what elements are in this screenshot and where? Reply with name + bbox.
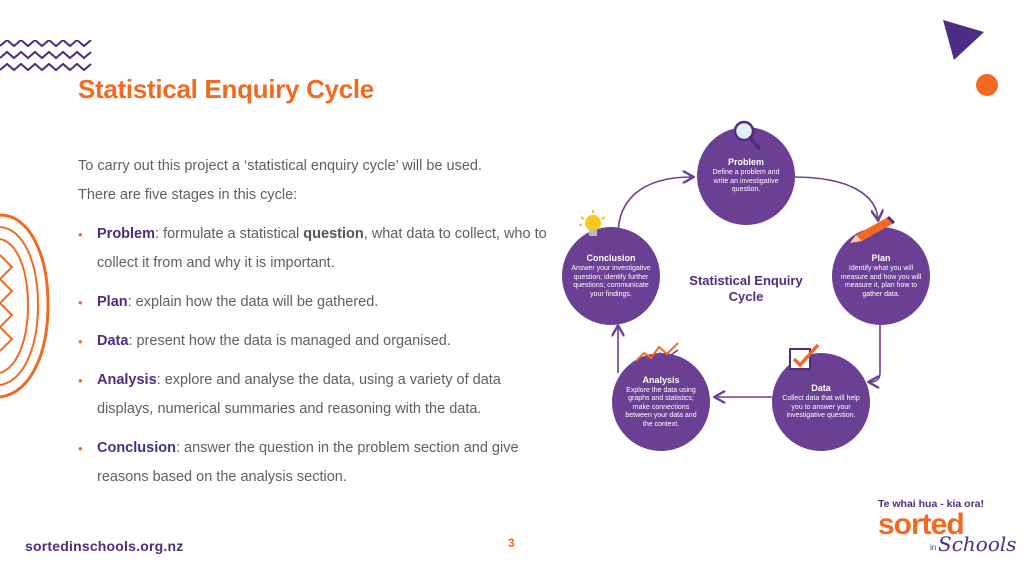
enquiry-cycle-diagram — [550, 115, 950, 460]
logo-tagline: Te whai hua - kia ora! — [878, 498, 984, 510]
stage-item-problem — [78, 220, 548, 278]
bullet-dot: • — [78, 441, 83, 456]
koru-pattern-decoration — [0, 205, 60, 405]
slide-title: Statistical Enquiry Cycle — [78, 74, 374, 104]
logo-wordmark: sorted — [878, 508, 964, 541]
stage-item-plan — [78, 288, 548, 317]
node-analysis — [612, 353, 710, 451]
bullet-dot: • — [78, 227, 83, 242]
node-description: Answer your investigative question; identify further questions; communicate your findings. — [571, 265, 651, 298]
checkbox-icon — [788, 343, 822, 373]
page-number: 3 — [508, 536, 515, 550]
stage-item-analysis — [78, 366, 548, 424]
node-conclusion — [562, 227, 660, 325]
arrow-problem-to-plan — [793, 177, 878, 219]
triangle-decoration — [940, 18, 986, 62]
sorted-in-schools-logo — [876, 496, 1017, 560]
node-description: Collect data that will help you to answer your investigative question. — [782, 395, 860, 420]
footer-url[interactable]: sortedinschools.org.nz — [25, 538, 184, 554]
diagram-center-label — [672, 273, 820, 305]
center-label-line-1: Statistical Enquiry — [689, 273, 803, 288]
zigzag-decoration — [0, 40, 92, 76]
node-title: Problem — [727, 157, 764, 168]
pencil-icon — [848, 215, 896, 245]
stage-term: Plan — [97, 294, 128, 310]
magnifier-icon — [732, 119, 762, 151]
node-title: Analysis — [642, 374, 680, 385]
stage-term: Analysis — [97, 372, 157, 388]
arrow-conclusion-to-problem — [618, 177, 692, 235]
stage-text: : explore and analyse the data, using a variety of data displays, numerical summaries and reasoning with the data. — [97, 372, 501, 417]
line-graph-icon — [634, 341, 680, 365]
stage-term: Problem — [97, 226, 156, 242]
node-description: Identify what you will measure and how you will measure it, plan how to gather data. — [840, 265, 922, 298]
logo-schools: Schools — [938, 532, 1017, 556]
bullet-dot: • — [78, 334, 83, 349]
stage-item-data — [78, 327, 548, 356]
stage-term: Data — [97, 333, 129, 349]
stage-text: : explain how the data will be gathered. — [127, 294, 379, 310]
intro-line-2: There are five stages in this cycle: — [78, 187, 298, 203]
intro-text — [78, 152, 548, 210]
logo-in: in — [930, 543, 937, 552]
intro-line-1: To carry out this project a ‘statistical enquiry cycle’ will be used. — [78, 158, 483, 174]
circle-decoration — [976, 74, 998, 96]
node-title: Data — [811, 383, 831, 394]
stage-term: Conclusion — [97, 440, 176, 456]
stage-text: , what data to collect, who to collect it from and why it is important. — [97, 226, 547, 271]
node-description: Define a problem and write an investigative question. — [712, 169, 780, 194]
bullet-dot: • — [78, 373, 83, 388]
stage-text: : formulate a statistical — [155, 226, 304, 242]
stage-text: : answer the question in the problem section and give reasons based on the analysis section. — [97, 440, 519, 485]
stage-keyword: question — [303, 226, 364, 242]
bullet-dot: • — [78, 295, 83, 310]
stage-list — [78, 220, 548, 502]
arrow-plan-to-data — [870, 325, 880, 382]
center-label-line-2: Cycle — [728, 289, 764, 304]
stage-text: : present how the data is managed and organised. — [128, 333, 451, 349]
node-title: Conclusion — [586, 253, 636, 263]
node-title: Plan — [871, 253, 891, 263]
stage-item-conclusion — [78, 434, 548, 492]
node-description: Explore the data using graphs and statistics; make connections between your data and the context. — [625, 386, 697, 428]
lightbulb-icon — [578, 209, 608, 243]
